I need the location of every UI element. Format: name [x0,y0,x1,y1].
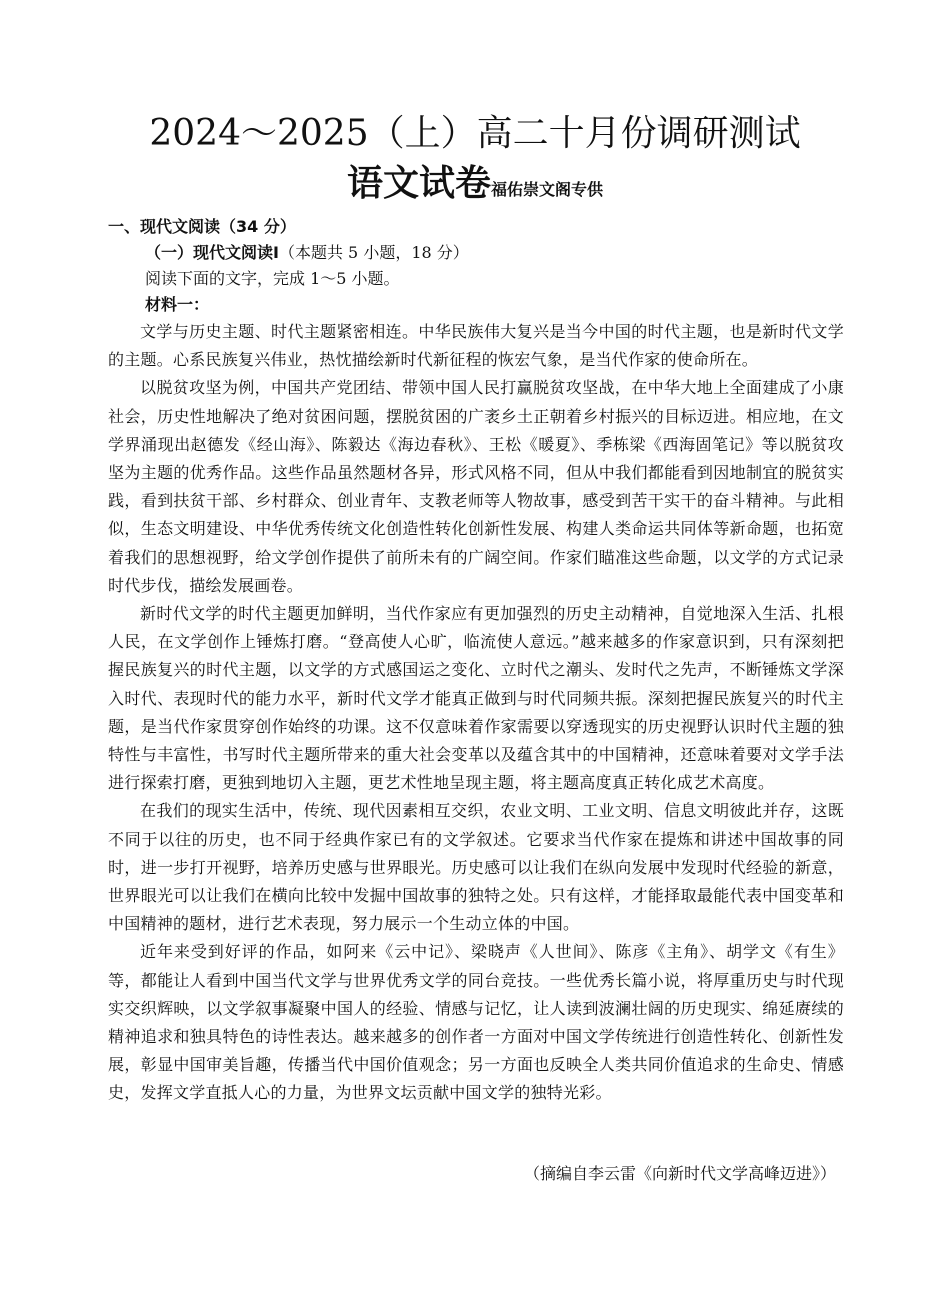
paragraph: 近年来受到好评的作品，如阿来《云中记》、梁晓声《人世间》、陈彦《主角》、胡学文《有生》等，都能让人看到中国当代文学与世界优秀文学的同台竞技。一些优秀长篇小说，将厚重历史与时代现实交织辉映，以文学叙事凝聚中国人的经验、情感与记忆，让人读到波澜壮阔的历史现实、绵延赓续的精神追求和独具特色的诗性表达。越来越多的创作者一方面对中国文学传统进行创造性转化、创新性发展，彰显中国审美旨趣，传播当代中国价值观念；另一方面也反映全人类共同价值追求的生命史、情感史，发挥文学直抵人心的力量，为世界文坛贡献中国文学的独特光彩。 [108,942,844,1103]
paragraph: 新时代文学的时代主题更加鲜明，当代作家应有更加强烈的历史主动精神，自觉地深入生活、扎根人民，在文学创作上锤炼打磨。“登高使人心旷，临流使人意远。”越来越多的作家意识到，只有深刻把握民族复兴的时代主题，以文学的方式感国运之变化、立时代之潮头、发时代之先声，不断锤炼文学深入时代、表现时代的能力水平，新时代文学才能真正做到与时代同频共振。深刻把握民族复兴的时代主题，是当代作家贯穿创作始终的功课。这不仅意味着作家需要以穿透现实的历史视野认识时代主题的独特性与丰富性，书写时代主题所带来的重大社会变革以及蕴含其中的中国精神，还意味着要对文学手法进行探索打磨，更独到地切入主题，更艺术性地呈现主题，将主题高度真正转化成艺术高度。 [108,604,844,793]
part-label: （一）现代文阅读Ⅰ [145,243,279,262]
part-heading [145,241,469,265]
paragraph: 在我们的现实生活中，传统、现代因素相互交织，农业文明、工业文明、信息文明彼此并存，这既不同于以往的历史，也不同于经典作家已有的文学叙述。它要求当代作家在提炼和讲述中国故事的同时，进一步打开视野，培养历史感与世界眼光。历史感可以让我们在纵向发展中发现时代经验的新意，世界眼光可以让我们在横向比较中发掘中国故事的独特之处。只有这样，才能择取最能代表中国变革和中国精神的题材，进行艺术表现，努力展示一个生动立体的中国。 [108,801,844,934]
article-body [108,318,844,1108]
source-citation: （摘编自李云雷《向新时代文学高峰迈进》） [523,1164,836,1183]
subject-title: 语文试卷 [346,163,491,204]
provider-note: 福佑崇文阁专供 [491,180,604,199]
paragraph: 以脱贫攻坚为例，中国共产党团结、带领中国人民打赢脱贫攻坚战，在中华大地上全面建成了小康社会，历史性地解决了绝对贫困问题，摆脱贫困的广袤乡土正朝着乡村振兴的目标迈进。相应地，在文学界涌现出赵德发《经山海》、陈毅达《海边春秋》、王松《暖夏》、季栋梁《西海固笔记》等以脱贫攻坚为主题的优秀作品。这些作品虽然题材各异，形式风格不同，但从中我们都能看到因地制宜的脱贫实践，看到扶贫干部、乡村群众、创业青年、支教老师等人物故事，感受到苦干实干的奋斗精神。与此相似，生态文明建设、中华优秀传统文化创造性转化创新性发展、构建人类命运共同体等新命题，也拓宽着我们的思想视野，给文学创作提供了前所未有的广阔空间。作家们瞄准这些命题，以文学的方式记录时代步伐，描绘发展画卷。 [108,378,844,595]
section-heading: 一、现代文阅读（34 分） [108,217,296,236]
part-detail: （本题共 5 小题，18 分） [278,243,469,262]
paragraph: 文学与历史主题、时代主题紧密相连。中华民族伟大复兴是当今中国的时代主题，也是新时代文学的主题。心系民族复兴伟业，热忱描绘新时代新征程的恢宏气象，是当代作家的使命所在。 [108,322,844,370]
exam-title: 2024～2025（上）高二十月份调研测试 [149,113,801,154]
exam-subtitle [0,162,950,206]
material-label: 材料一： [145,295,210,314]
instruction: 阅读下面的文字，完成 1～5 小题。 [145,269,400,288]
